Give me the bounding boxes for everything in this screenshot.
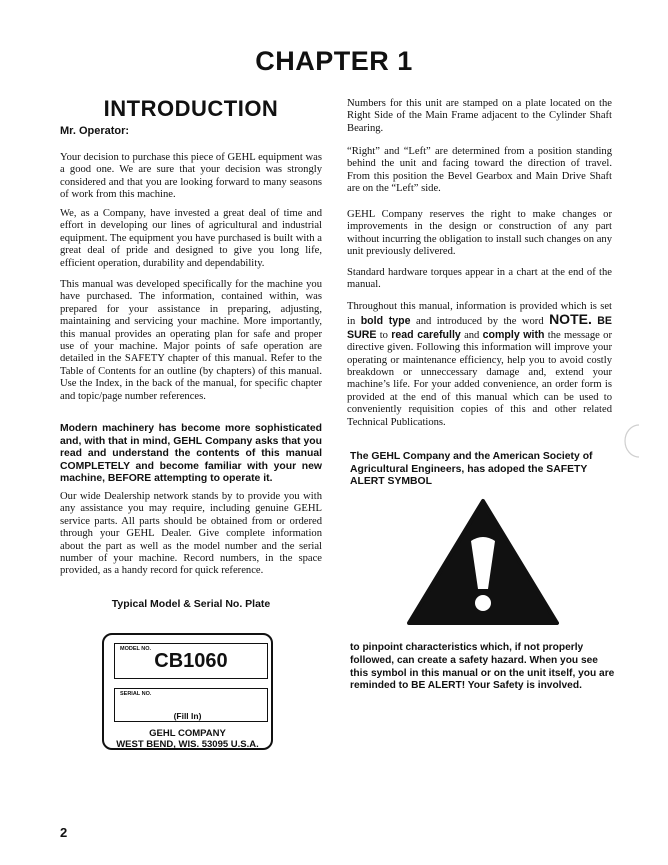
serial-plate <box>102 633 273 750</box>
section-title: INTRODUCTION <box>103 96 279 121</box>
fill-in-label: (Fill In) <box>173 711 202 721</box>
chapter-heading: CHAPTER 1 <box>255 46 413 76</box>
model-box <box>114 643 268 679</box>
comply-with-text: comply with <box>482 328 545 341</box>
model-number: CB1060 <box>154 650 228 672</box>
right-paragraph-1: Numbers for this unit are stamped on a plate located on the Right Side of the Main Frame adjacent to the Cylinder Shaft Bearing. <box>347 98 612 134</box>
safety-alert-triangle-icon <box>407 497 559 627</box>
company-address: WEST BEND, WIS. 53095 U.S.A. <box>116 739 259 750</box>
note-text-2: and introduced by the word <box>416 316 544 328</box>
read-carefully-text: read carefully <box>391 328 461 341</box>
intro-paragraph-3: This manual was developed specifically for the machine you have purchased. The information, contained within, was prepared for your assistance in preparing, adjusting, maintaining and servicing your machine. More importantly, this manual provides an operating plan for safe and proper use of your machine. Major points of safe operation are detailed in the SAFETY chapter of this manual. Refer to the Table of Contents for an outline (by chapters) of this manual. Use the Index, in the back of the manual, for specific chapter and topic/page number references. <box>60 279 322 402</box>
bold-type-text: bold type <box>360 315 411 328</box>
company-name: GEHL COMPANY <box>149 728 226 739</box>
intro-paragraph-2: We, as a Company, have invested a great deal of time and effort in developing our lines of agricultural and industrial equipment. The equipment you have purchased is built with a great deal of pride and designed to give you long life, efficient operation, durability and dependability. <box>60 208 322 269</box>
plate-company <box>104 728 271 750</box>
note-text-3: the message or directive given. Following this information will improve your operating or maintenance efficiency, help you to avoid costly breakdown or unneccessary damage and, extend your machine’s life. For your added convenience, an order form is provided at the end of this manual which can be used to conveniently requisition copies of this and other related Technical Publications. <box>347 329 612 428</box>
safety-alert-heading: The GEHL Company and the American Society of Agricultural Engineers, has adoped the SAFETY ALERT SYMBOL <box>350 451 593 487</box>
right-paragraph-2: “Right” and “Left” are determined from a position standing behind the unit and facing toward the direction of travel. From this position the Bevel Gearbox and Main Drive Shaft are on the “Left” side. <box>347 146 612 195</box>
dealer-paragraph: Our wide Dealership network stands by to provide you with any assistance you may require, including genuine GEHL service parts. All parts should be obtained from or ordered through your GEHL Dealer. Give complete information about the part as well as the model number and the serial number of your machine. Record numbers, in the space provided, as a handy record for quick reference. <box>60 491 322 577</box>
salutation: Mr. Operator: <box>60 125 130 137</box>
page-number: 2 <box>60 825 68 840</box>
right-paragraph-4: Standard hardware torques appear in a chart at the end of the manual. <box>347 267 612 291</box>
note-text-1: Throughout this manual, information is provided which is set in <box>347 301 612 328</box>
binder-hole-icon <box>619 421 647 461</box>
and-text: and <box>464 329 480 341</box>
note-paragraph <box>347 301 612 429</box>
to-text: to <box>379 329 388 341</box>
right-paragraph-3: GEHL Company reserves the right to make changes or improvements in the design or construction of any part without incurring the obligation to install such changes on any unit previously delivered. <box>347 209 612 258</box>
safety-alert-footer: to pinpoint characteristics which, if not properly followed, can create a safety hazard. When you see this symbol in this manual or on the unit itself, you are reminded to BE ALERT! Your Safety is involved. <box>350 642 615 692</box>
plate-title: Typical Model & Serial No. Plate <box>111 598 271 610</box>
serial-label: SERIAL NO. <box>120 691 152 697</box>
model-label: MODEL NO. <box>120 646 152 652</box>
bold-notice-paragraph: Modern machinery has become more sophisticated and, with that in mind, GEHL Company asks that you read and understand the contents of this manual COMPLETELY and become familiar with your new machine, BEFORE attempting to operate it. <box>60 423 322 485</box>
be-sure-text: BE SURE <box>347 315 612 341</box>
note-word: NOTE. <box>549 311 592 328</box>
intro-paragraph-1: Your decision to purchase this piece of GEHL equipment was a good one. We are sure that your decision was strongly considered and that you are looking forward to many seasons of work from this machine. <box>60 152 322 201</box>
